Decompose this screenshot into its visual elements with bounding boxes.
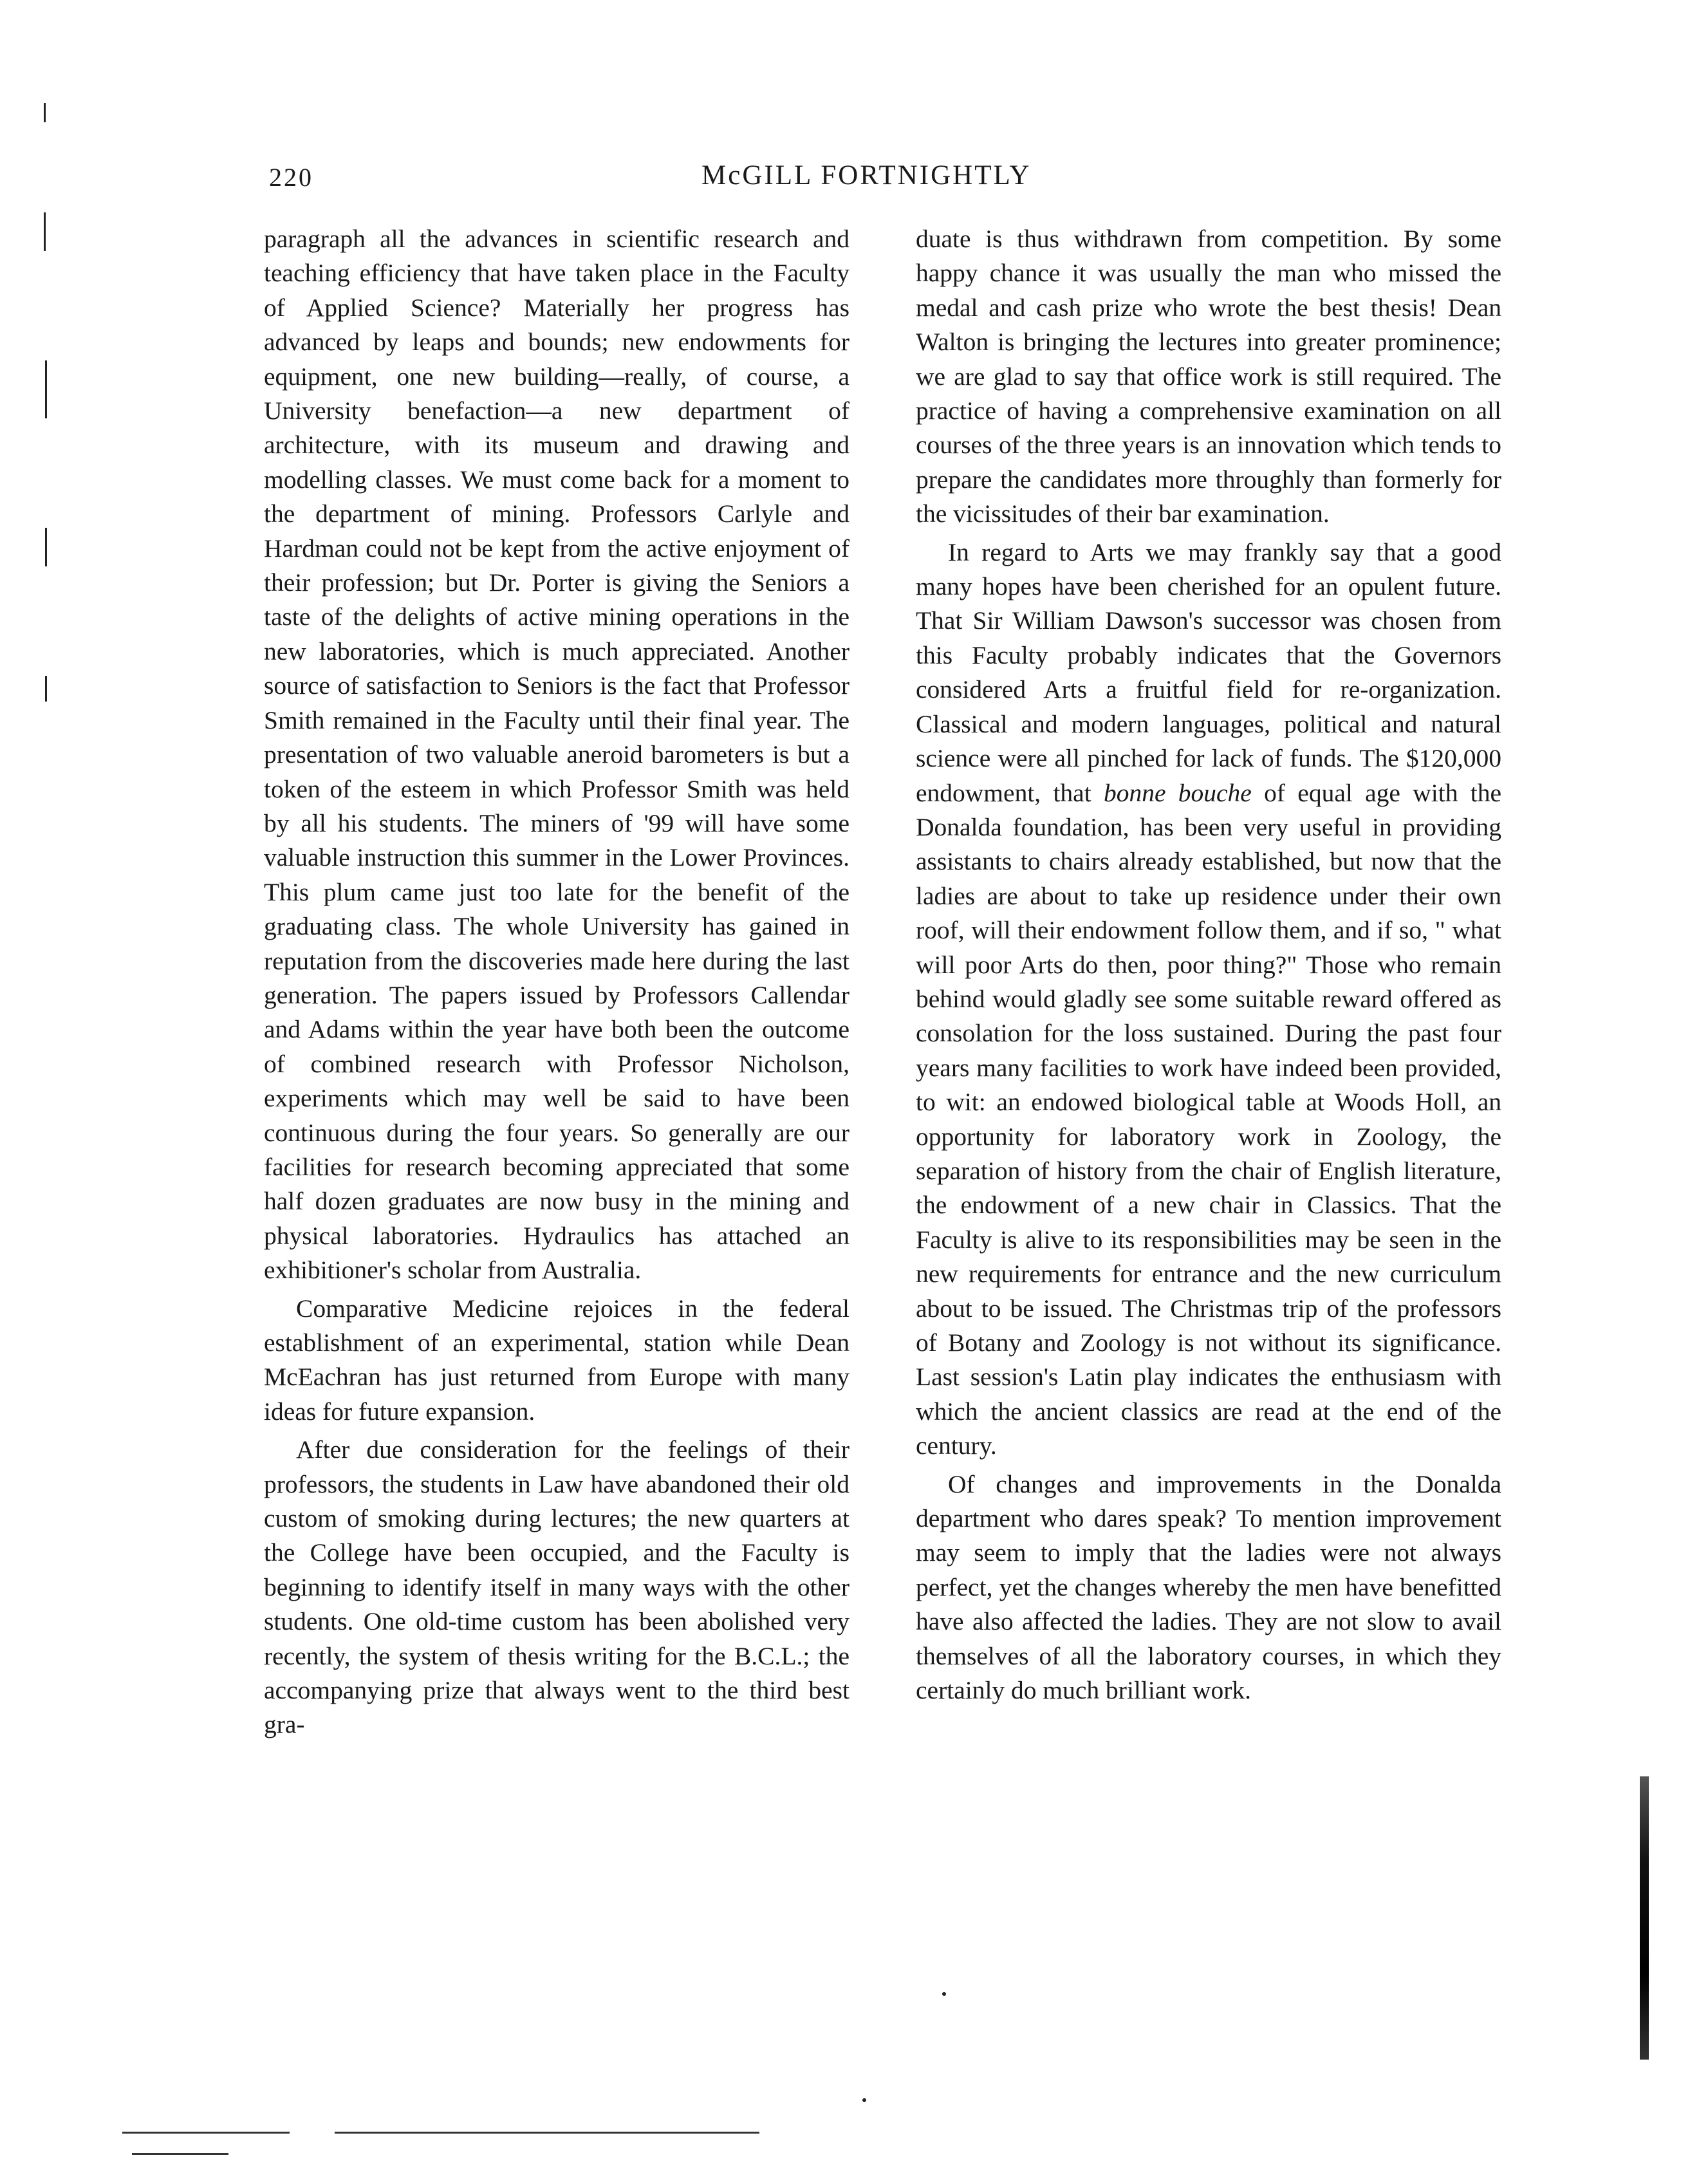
paragraph: Comparative Medicine rejoices in the federal establishment of an experimental, station while Dean McEachran has just returned from Europe with many ideas for future expansion. xyxy=(264,1294,849,1426)
scan-mark xyxy=(45,676,47,702)
scan-dot xyxy=(862,2098,866,2102)
scan-edge-bar xyxy=(1640,1776,1649,2060)
paragraph-text: In regard to Arts we may frankly say that a good many hopes have been cherished for an opulent future. That Sir William Dawson's successor was chosen from this Faculty probably indicates that the Governors considered Arts a fruitful field for re-organization. Classical and modern languages, political and natural science were all pinched for lack of funds. The $120,000 endowment, that xyxy=(916,537,1501,807)
scan-mark xyxy=(44,212,46,251)
scan-mark xyxy=(45,360,47,418)
scan-mark xyxy=(132,2153,228,2155)
left-column xyxy=(264,222,849,1742)
paragraph xyxy=(916,535,1501,1464)
paragraph: paragraph all the advances in scientific research and teaching efficiency that have taken place in the Faculty of Applied Science? Materially her progress has advanced by leaps and bounds; new endowments for equipment, one new building—really, of course, a University benefaction—a new department of architecture, with its museum and drawing and modelling classes. We must come back for a moment to the department of mining. Professors Carlyle and Hardman could not be kept from the active enjoyment of their profession; but Dr. Porter is giving the Seniors a taste of the delights of active mining operations in the new laboratories, which is much appreciated. Another source of satisfaction to Seniors is the fact that Professor Smith remained in the Faculty until their final year. The presentation of two valuable aneroid barometers is but a token of the esteem in which Professor Smith was held by all his students. The miners of '99 will have some valuable instruction this summer in the Lower Provinces. This plum came just too late for the benefit of the graduating class. The whole University has gained in reputation from the discoveries made here during the last generation. The papers issued by Professors Callendar and Adams within the year have both been the outcome of combined research with Professor Nicholson, experiments which may well be said to have been continuous during the four years. So generally are our facilities for research becoming appreciated that some half dozen graduates are now busy in the mining and physical laboratories. Hydraulics has attached an exhibitioner's scholar from Australia. xyxy=(264,225,849,1285)
paragraph: Of changes and improvements in the Donalda department who dares speak? To mention improvement may seem to imply that the ladies were not always perfect, yet the changes whereby the men have benefitted have also affected the ladies. They are not slow to avail themselves of all the laboratory courses, in which they certainly do much brilliant work. xyxy=(916,1469,1501,1705)
right-column xyxy=(916,222,1501,1708)
scan-mark xyxy=(44,103,46,122)
running-title: McGILL FORTNIGHTLY xyxy=(701,160,1032,191)
page-number: 220 xyxy=(269,163,313,192)
scan-mark xyxy=(122,2132,290,2134)
scan-mark xyxy=(335,2132,759,2134)
paragraph: duate is thus withdrawn from competition. By some happy chance it was usually the man who missed the medal and cash prize who wrote the best thesis! Dean Walton is bringing the lectures into greater prominence; we are glad to say that office work is still required. The practice of having a comprehensive examination on all courses of the three years is an innovation which tends to prepare the candidates more throughly than formerly for the vicissitudes of their bar examination. xyxy=(916,225,1501,528)
paragraph-text: of equal age with the Donalda foundation, has been very useful in providing assistants to chairs already established, but now that the ladies are about to take up residence under their own roof, will their endowment follow them, and if so, " what will poor Arts do then, poor thing?" Those who remain behind would gladly see some suitable reward offered as consolation for the loss sustained. During the past four years many facilities to work have indeed been provided, to wit: an endowed biological table at Woods Holl, an opportunity for laboratory work in Zoology, the separation of history from the chair of English literature, the endowment of a new chair in Classics. That the Faculty is alive to its responsibilities may be seen in the new requirements for entrance and the new curriculum about to be issued. The Christmas trip of the professors of Botany and Zoology is not without its significance. Last session's Latin play indicates the enthusiasm with which the ancient classics are read at the end of the century. xyxy=(916,778,1501,1460)
paragraph: After due consideration for the feelings of their professors, the students in Law have abandoned their old custom of smoking during lectures; the new quarters at the College have been occupied, and the Faculty is beginning to identify itself in many ways with the other students. One old-time custom has been abolished very recently, the system of thesis writing for the B.C.L.; the accompanying prize that always went to the third best gra- xyxy=(264,1435,849,1739)
scan-dot xyxy=(942,1992,946,1996)
italic-phrase: bonne bouche xyxy=(1103,778,1252,807)
scan-mark xyxy=(45,528,47,566)
